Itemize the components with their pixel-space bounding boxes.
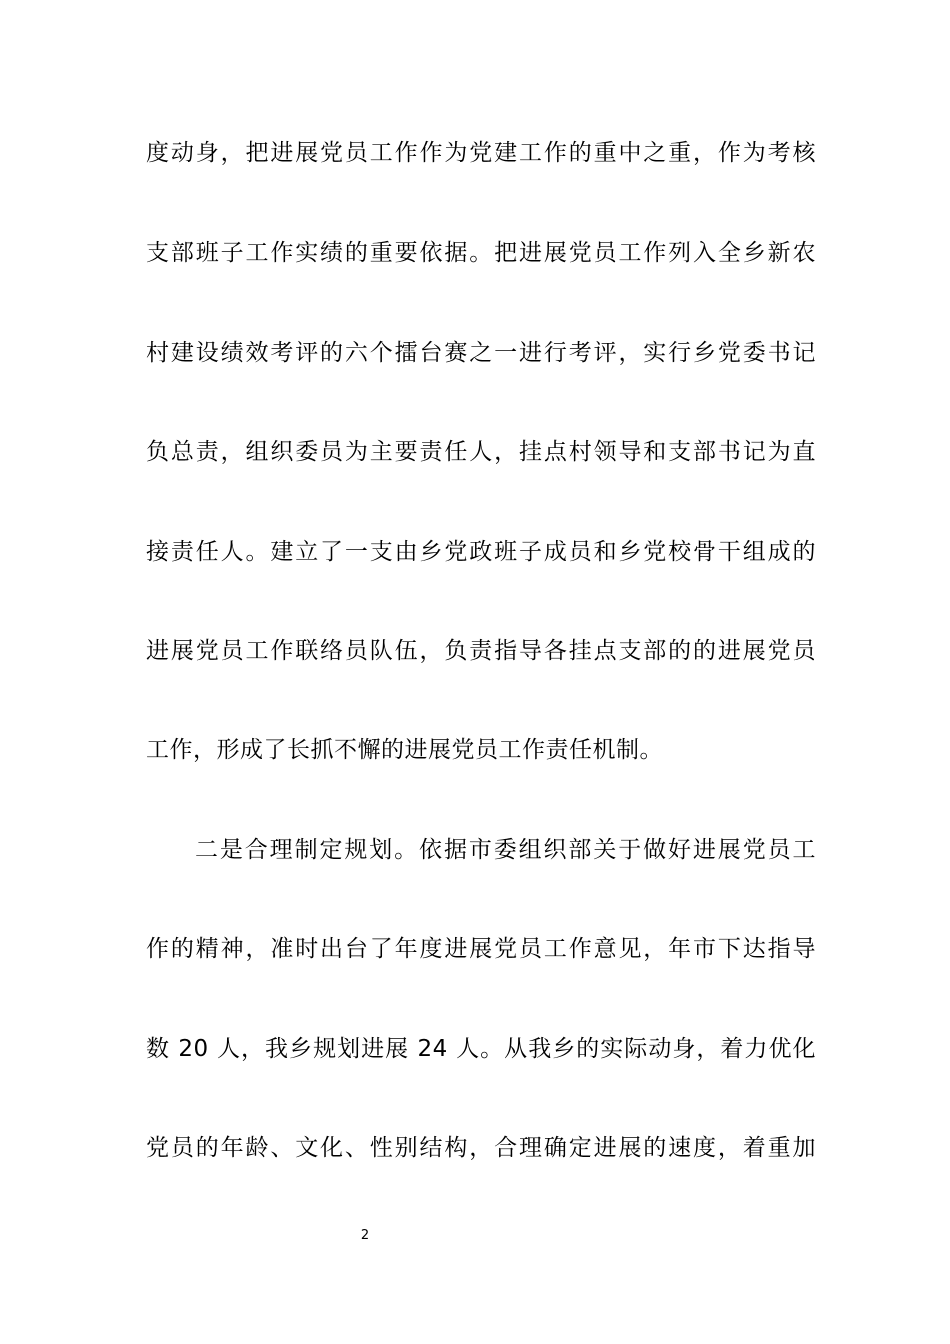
paragraph-line: 负总责，组织委员为主要责任人，挂点村领导和支部书记为直 [146,439,816,465]
paragraph-line: 村建设绩效考评的六个擂台赛之一进行考评，实行乡党委书记 [146,340,816,366]
page-number: 2 [360,1228,370,1243]
paragraph-line: 作的精神，准时出台了年度进展党员工作意见，年市下达指导 [146,936,816,962]
paragraph-line: 党员的年龄、文化、性别结构，合理确定进展的速度，着重加 [146,1135,816,1161]
paragraph-line: 工作，形成了长抓不懈的进展党员工作责任机制。 [146,737,663,763]
paragraph-line: 支部班子工作实绩的重要依据。把进展党员工作列入全乡新农 [146,240,816,266]
paragraph-line: 接责任人。建立了一支由乡党政班子成员和乡党校骨干组成的 [146,539,816,565]
paragraph-line: 度动身，把进展党员工作作为党建工作的重中之重，作为考核 [146,140,816,166]
paragraph-line: 二是合理制定规划。依据市委组织部关于做好进展党员工 [195,837,816,863]
paragraph-line: 进展党员工作联络员队伍，负责指导各挂点支部的的进展党员 [146,638,816,664]
paragraph-line: 数 20 人，我乡规划进展 24 人。从我乡的实际动身，着力优化 [146,1036,816,1062]
